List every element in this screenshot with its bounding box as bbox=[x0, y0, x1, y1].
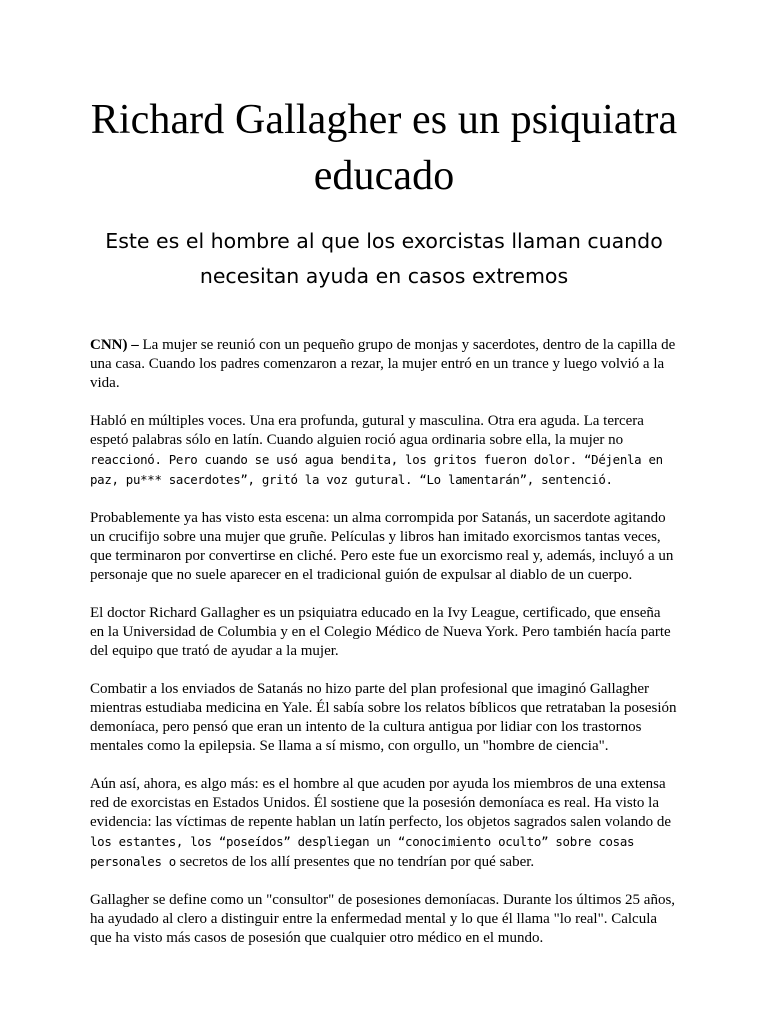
source-lead: CNN) – bbox=[90, 337, 139, 353]
paragraph-3: Probablemente ya has visto esta escena: un alma corrompida por Satanás, un sacerdote agitando un crucifijo sobre una mujer que gruñe. Películas y libros han imitado exorcismos tantas veces, que terminaron por convertirse en cliché. Pero este fue un exorcismo real y, además, incluyó a un personaje que no suele aparecer en el tradicional guión de expulsar al diablo de un cuerpo. bbox=[90, 510, 674, 583]
paragraph-5: Combatir a los enviados de Satanás no hizo parte del plan profesional que imaginó Gallagher mientras estudiaba medicina en Yale. Él sabía sobre los relatos bíblicos que retrataban la posesión demoníaca, pero pensó que eran un intento de la cultura antigua por lidiar con los trastornos mentales como la epilepsia. Se llama a sí mismo, con orgullo, un "hombre de ciencia". bbox=[90, 681, 677, 754]
document-page bbox=[90, 92, 678, 967]
paragraph-1 bbox=[90, 336, 678, 393]
page-title: Richard Gallagher es un psiquiatra educado bbox=[90, 97, 678, 199]
paragraph-6 bbox=[90, 775, 678, 872]
paragraph-2-text-b: reaccionó. Pero cuando se usó agua bendita, los gritos fueron dolor. “Déjenla en paz, pu*** sacerdotes”, gritó la voz gutural. “Lo lamentarán”, sentenció. bbox=[90, 452, 663, 487]
paragraph-7: Gallagher se define como un "consultor" de posesiones demoníacas. Durante los últimos 25 años, ha ayudado al clero a distinguir entre la enfermedad mental y lo que él llama "lo real". Calcula que ha visto más casos de posesión que cualquier otro médico en el mundo. bbox=[90, 892, 676, 946]
paragraph-2 bbox=[90, 412, 678, 490]
paragraph-2-text-a: Habló en múltiples voces. Una era profunda, gutural y masculina. Otra era aguda. La tercera espetó palabras sólo en latín. Cuando alguien roció agua ordinaria sobre ella, la mujer no bbox=[90, 413, 644, 448]
paragraph-6-text-a: Aún así, ahora, es algo más: es el hombre al que acuden por ayuda los miembros de una extensa red de exorcistas en Estados Unidos. Él sostiene que la posesión demoníaca es real. Ha visto la evidencia: las víctimas de repente hablan un latín perfecto, los objetos sagrados salen volando de bbox=[90, 776, 672, 830]
article-body bbox=[90, 336, 678, 948]
paragraph-6-text-b: los estantes, los “poseídos” despliegan un “conocimiento oculto” sobre cosas personales o bbox=[90, 834, 635, 869]
paragraph-1-text: La mujer se reunió con un pequeño grupo de monjas y sacerdotes, dentro de la capilla de una casa. Cuando los padres comenzaron a rezar, la mujer entró en un trance y luego volvió a la vida. bbox=[90, 337, 676, 391]
paragraph-6-text-c: secretos de los allí presentes que no tendrían por qué saber. bbox=[175, 854, 535, 870]
page-subtitle: Este es el hombre al que los exorcistas llaman cuando necesitan ayuda en casos extremos bbox=[105, 229, 663, 288]
paragraph-4: El doctor Richard Gallagher es un psiquiatra educado en la Ivy League, certificado, que enseña en la Universidad de Columbia y en el Colegio Médico de Nueva York. Pero también hacía parte del equipo que trató de ayudar a la mujer. bbox=[90, 605, 671, 659]
